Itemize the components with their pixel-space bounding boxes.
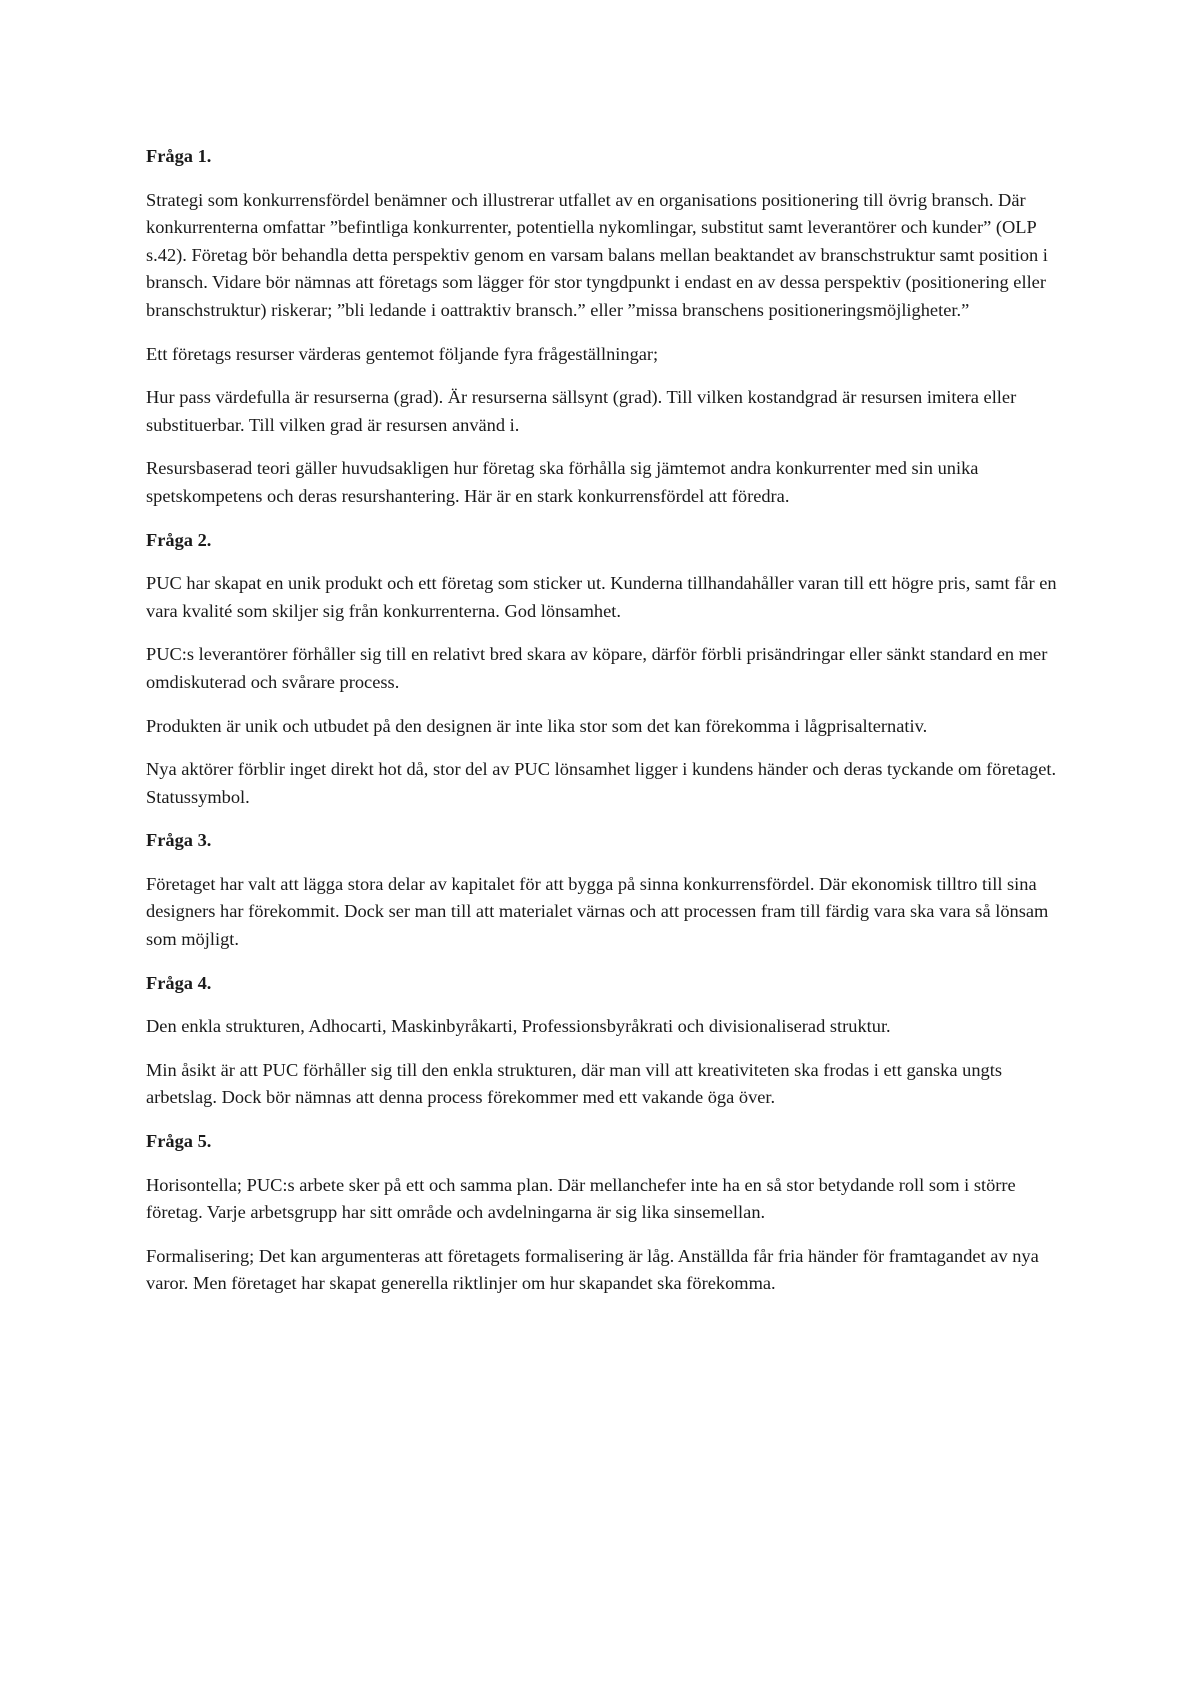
section-heading: Fråga 4. (146, 972, 212, 993)
section-question-3 (146, 827, 1076, 953)
paragraph: Min åsikt är att PUC förhåller sig till den enkla strukturen, där man vill att kreativiteten ska frodas i ett ganska ungts arbetslag. Dock bör nämnas att denna process förekommer med ett vakande öga över. (146, 1059, 1002, 1108)
paragraph: PUC:s leverantörer förhåller sig till en relativt bred skara av köpare, därför förbli prisändringar eller sänkt standard en mer omdiskuterad och svårare process. (146, 644, 1048, 692)
section-question-5 (146, 1128, 1076, 1298)
section-heading: Fråga 5. (146, 1131, 212, 1152)
paragraph: Ett företags resurser värderas gentemot följande fyra frågeställningar; (146, 343, 659, 364)
document-page (146, 143, 1076, 1314)
paragraph: Företaget har valt att lägga stora delar av kapitalet för att bygga på sinna konkurrensfördel. Där ekonomisk tilltro till sina designers har förekommit. Dock ser man till att materialet värnas och att processen fram till färdig vara ska vara så lönsam som möjligt. (146, 873, 1049, 950)
section-question-1 (146, 143, 1076, 511)
paragraph: Produkten är unik och utbudet på den designen är inte lika stor som det kan förekomma i lågprisalternativ. (146, 715, 928, 736)
section-heading: Fråga 1. (146, 146, 212, 166)
section-heading: Fråga 2. (146, 529, 212, 550)
section-heading: Fråga 3. (146, 830, 212, 851)
paragraph: Strategi som konkurrensfördel benämner och illustrerar utfallet av en organisations positionering till övrig bransch. Där konkurrenterna omfattar ”befintliga konkurrenter, potentiella nykomlingar, substitut samt leverantörer och kunder” (OLP s.42). Företag bör behandla detta perspektiv genom en varsam balans mellan beaktandet av branschstruktur samt position i bransch. Vidare bör nämnas att företags som lägger för stor tyngdpunkt i endast en av dessa perspektiv (positionering eller branschstruktur) riskerar; ”bli ledande i oattraktiv bransch.” eller ”missa branschens positioneringsmöjligheter.” (146, 189, 1048, 320)
section-question-2 (146, 527, 1076, 812)
section-question-4 (146, 970, 1076, 1112)
paragraph: Resursbaserad teori gäller huvudsakligen hur företag ska förhålla sig jämtemot andra konkurrenter med sin unika spetskompetens och deras resurshantering. Här är en stark konkurrensfördel att föredra. (146, 458, 979, 506)
paragraph: Den enkla strukturen, Adhocarti, Maskinbyråkarti, Professionsbyråkrati och divisionaliserad struktur. (146, 1016, 891, 1037)
paragraph: Hur pass värdefulla är resurserna (grad). Är resurserna sällsynt (grad). Till vilken kostandgrad är resursen imitera eller substituerbar. Till vilken grad är resursen använd i. (146, 387, 1017, 435)
paragraph: Formalisering; Det kan argumenteras att företagets formalisering är låg. Anställda får fria händer för framtagandet av nya varor. Men företaget har skapat generella riktlinjer om hur skapandet ska förekomma. (146, 1245, 1039, 1294)
paragraph: Nya aktörer förblir inget direkt hot då, stor del av PUC lönsamhet ligger i kundens händer och deras tyckande om företaget. Statussymbol. (146, 759, 1057, 807)
paragraph: PUC har skapat en unik produkt och ett företag som sticker ut. Kunderna tillhandahåller varan till ett högre pris, samt får en vara kvalité som skiljer sig från konkurrenterna. God lönsamhet. (146, 573, 1057, 621)
paragraph: Horisontella; PUC:s arbete sker på ett och samma plan. Där mellanchefer inte ha en så stor betydande roll som i större företag. Varje arbetsgrupp har sitt område och avdelningarna är sig lika sinsemellan. (146, 1174, 1016, 1223)
